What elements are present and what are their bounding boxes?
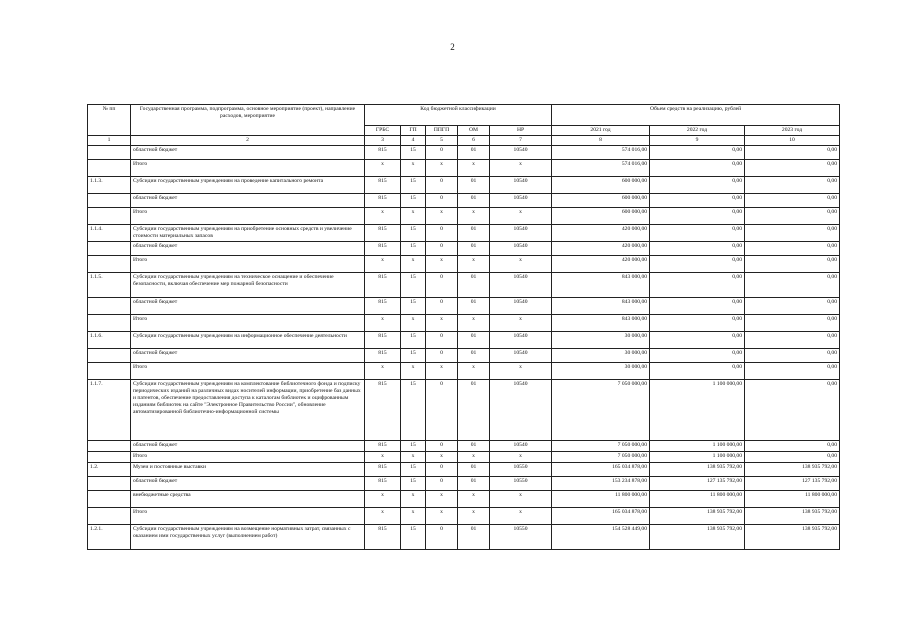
amount-2022: 127 135 792,00 bbox=[650, 476, 745, 490]
code-grbs: 815 bbox=[365, 331, 401, 348]
code-nr: х bbox=[490, 362, 552, 379]
code-ppgp: 0 bbox=[426, 176, 458, 193]
row-num bbox=[88, 314, 131, 331]
amount-2022: 0,00 bbox=[650, 207, 745, 224]
code-gp: 15 bbox=[401, 440, 426, 451]
code-om: 01 bbox=[458, 440, 490, 451]
code-nr: 10540 bbox=[490, 224, 552, 241]
code-om: 01 bbox=[458, 379, 490, 440]
row-name: Субсидии государственным учреждениям на техническое оснащение и обеспечение безопасности, включая обеспечение мер пожарной безопасности bbox=[131, 272, 365, 297]
amount-2021: 154 528 449,00 bbox=[552, 524, 650, 549]
code-ppgp: 0 bbox=[426, 224, 458, 241]
row-num: 1.1.4. bbox=[88, 224, 131, 241]
code-grbs: 815 bbox=[365, 348, 401, 362]
code-ppgp: 0 bbox=[426, 524, 458, 549]
code-ppgp: 0 bbox=[426, 440, 458, 451]
code-grbs: х bbox=[365, 451, 401, 462]
code-ppgp: х bbox=[426, 207, 458, 224]
amount-2023: 0,00 bbox=[745, 255, 840, 272]
header-amount-group: Объем средств на реализацию, рублей bbox=[552, 105, 840, 126]
header-code-gp: ГП bbox=[401, 126, 426, 136]
col-number: 2 bbox=[131, 135, 365, 145]
code-om: 01 bbox=[458, 297, 490, 314]
amount-2023: 0,00 bbox=[745, 272, 840, 297]
amount-2022: 0,00 bbox=[650, 241, 745, 255]
header-code-group: Код бюджетной классификации bbox=[365, 105, 552, 126]
code-ppgp: х bbox=[426, 490, 458, 507]
amount-2023: 0,00 bbox=[745, 331, 840, 348]
code-gp: 15 bbox=[401, 297, 426, 314]
code-gp: 15 bbox=[401, 145, 426, 159]
code-grbs: х bbox=[365, 507, 401, 524]
code-ppgp: х bbox=[426, 255, 458, 272]
row-num bbox=[88, 193, 131, 207]
amount-2022: 138 935 792,00 bbox=[650, 507, 745, 524]
amount-2021: 600 000,00 bbox=[552, 193, 650, 207]
amount-2022: 0,00 bbox=[650, 145, 745, 159]
page-number: 2 bbox=[450, 42, 455, 52]
table-row bbox=[88, 297, 840, 314]
row-name: Итого bbox=[131, 207, 365, 224]
amount-2023: 0,00 bbox=[745, 193, 840, 207]
table-row bbox=[88, 451, 840, 462]
row-name: Субсидии государственным учреждениям на информационное обеспечение деятельности bbox=[131, 331, 365, 348]
amount-2022: 0,00 bbox=[650, 255, 745, 272]
code-grbs: х bbox=[365, 314, 401, 331]
code-gp: 15 bbox=[401, 224, 426, 241]
code-nr: 10540 bbox=[490, 331, 552, 348]
code-nr: х bbox=[490, 207, 552, 224]
code-nr: х bbox=[490, 451, 552, 462]
code-grbs: 815 bbox=[365, 176, 401, 193]
code-grbs: 815 bbox=[365, 145, 401, 159]
amount-2021: 30 000,00 bbox=[552, 331, 650, 348]
header-code-om: ОМ bbox=[458, 126, 490, 136]
row-name: Субсидии государственным учреждениям на возмещение нормативных затрат, связанных с оказанием ими государственных услуг (выполнением работ) bbox=[131, 524, 365, 549]
amount-2022: 0,00 bbox=[650, 331, 745, 348]
amount-2023: 11 800 000,00 bbox=[745, 490, 840, 507]
code-ppgp: 0 bbox=[426, 297, 458, 314]
code-nr: 10540 bbox=[490, 241, 552, 255]
table-row bbox=[88, 255, 840, 272]
table-row bbox=[88, 524, 840, 549]
table-row bbox=[88, 462, 840, 476]
amount-2022: 138 935 792,00 bbox=[650, 462, 745, 476]
code-om: 01 bbox=[458, 476, 490, 490]
amount-2021: 600 000,00 bbox=[552, 207, 650, 224]
row-num bbox=[88, 207, 131, 224]
code-om: 01 bbox=[458, 145, 490, 159]
code-ppgp: 0 bbox=[426, 331, 458, 348]
table-row bbox=[88, 193, 840, 207]
amount-2021: 420 000,00 bbox=[552, 241, 650, 255]
code-om: 01 bbox=[458, 176, 490, 193]
code-grbs: 815 bbox=[365, 379, 401, 440]
row-num: 1.1.6. bbox=[88, 331, 131, 348]
table-row bbox=[88, 348, 840, 362]
row-name: Итого bbox=[131, 507, 365, 524]
amount-2021: 11 800 000,00 bbox=[552, 490, 650, 507]
header-year-2022: 2022 год bbox=[650, 126, 745, 136]
table-row bbox=[88, 241, 840, 255]
amount-2022: 0,00 bbox=[650, 348, 745, 362]
table-row bbox=[88, 145, 840, 159]
amount-2022: 0,00 bbox=[650, 176, 745, 193]
code-nr: 10550 bbox=[490, 524, 552, 549]
table-row bbox=[88, 331, 840, 348]
col-number: 5 bbox=[426, 135, 458, 145]
row-num bbox=[88, 297, 131, 314]
code-grbs: 815 bbox=[365, 193, 401, 207]
row-name: Итого bbox=[131, 255, 365, 272]
row-name: Субсидии государственным учреждениям на комплектование библиотечного фонда и подписку периодических изданий на различных видах носителей информации, приобретение баз данных и патентов, обеспечение предоставления доступа к каталогам библиотек и оцифрованным изданиям библиотек на сайте "Электронное Правительство России", обновление автоматизированной библиотечно-информационной системы bbox=[131, 379, 365, 440]
row-num bbox=[88, 159, 131, 176]
code-grbs: 815 bbox=[365, 297, 401, 314]
code-om: 01 bbox=[458, 331, 490, 348]
amount-2022: 0,00 bbox=[650, 362, 745, 379]
code-nr: 10540 bbox=[490, 145, 552, 159]
amount-2023: 0,00 bbox=[745, 451, 840, 462]
amount-2023: 0,00 bbox=[745, 176, 840, 193]
amount-2023: 0,00 bbox=[745, 348, 840, 362]
code-om: х bbox=[458, 490, 490, 507]
code-gp: 15 bbox=[401, 348, 426, 362]
row-num bbox=[88, 241, 131, 255]
row-num bbox=[88, 145, 131, 159]
row-name: внебюджетные средства bbox=[131, 490, 365, 507]
code-ppgp: 0 bbox=[426, 241, 458, 255]
code-gp: х bbox=[401, 451, 426, 462]
row-name: областной бюджет bbox=[131, 241, 365, 255]
code-grbs: х bbox=[365, 490, 401, 507]
row-name: областной бюджет bbox=[131, 440, 365, 451]
amount-2023: 0,00 bbox=[745, 362, 840, 379]
code-nr: 10540 bbox=[490, 348, 552, 362]
code-om: 01 bbox=[458, 462, 490, 476]
row-num bbox=[88, 362, 131, 379]
row-name: областной бюджет bbox=[131, 348, 365, 362]
amount-2021: 165 034 878,00 bbox=[552, 462, 650, 476]
row-name: областной бюджет bbox=[131, 145, 365, 159]
code-gp: 15 bbox=[401, 524, 426, 549]
row-name: областной бюджет bbox=[131, 193, 365, 207]
code-ppgp: 0 bbox=[426, 379, 458, 440]
code-ppgp: 0 bbox=[426, 476, 458, 490]
amount-2021: 843 000,00 bbox=[552, 272, 650, 297]
code-gp: х bbox=[401, 255, 426, 272]
row-num bbox=[88, 507, 131, 524]
code-nr: 10550 bbox=[490, 476, 552, 490]
amount-2022: 0,00 bbox=[650, 272, 745, 297]
row-num: 1.2.1. bbox=[88, 524, 131, 549]
code-om: х bbox=[458, 362, 490, 379]
code-gp: 15 bbox=[401, 379, 426, 440]
code-gp: 15 bbox=[401, 176, 426, 193]
code-nr: х bbox=[490, 314, 552, 331]
code-nr: 10540 bbox=[490, 272, 552, 297]
amount-2023: 138 935 792,00 bbox=[745, 507, 840, 524]
amount-2022: 11 800 000,00 bbox=[650, 490, 745, 507]
col-number: 1 bbox=[88, 135, 131, 145]
column-number-row bbox=[88, 135, 840, 145]
row-name: областной бюджет bbox=[131, 297, 365, 314]
code-gp: х bbox=[401, 159, 426, 176]
code-om: 01 bbox=[458, 524, 490, 549]
code-nr: 10540 bbox=[490, 193, 552, 207]
amount-2021: 165 034 878,00 bbox=[552, 507, 650, 524]
code-om: х bbox=[458, 451, 490, 462]
code-gp: 15 bbox=[401, 272, 426, 297]
code-grbs: 815 bbox=[365, 440, 401, 451]
row-name: Субсидии государственным учреждениям на приобретение основных средств и увеличение стоимости материальных запасов bbox=[131, 224, 365, 241]
code-gp: 15 bbox=[401, 193, 426, 207]
amount-2021: 843 000,00 bbox=[552, 314, 650, 331]
code-gp: х bbox=[401, 362, 426, 379]
code-grbs: 815 bbox=[365, 241, 401, 255]
code-grbs: х bbox=[365, 159, 401, 176]
amount-2021: 420 000,00 bbox=[552, 224, 650, 241]
row-name: Итого bbox=[131, 159, 365, 176]
table-row bbox=[88, 176, 840, 193]
table-row bbox=[88, 314, 840, 331]
code-nr: 10550 bbox=[490, 462, 552, 476]
amount-2021: 7 050 000,00 bbox=[552, 379, 650, 440]
amount-2021: 600 000,00 bbox=[552, 176, 650, 193]
table-row bbox=[88, 490, 840, 507]
table-row bbox=[88, 224, 840, 241]
header-code-nr: НР bbox=[490, 126, 552, 136]
code-om: х bbox=[458, 159, 490, 176]
row-num bbox=[88, 451, 131, 462]
amount-2022: 0,00 bbox=[650, 314, 745, 331]
amount-2023: 0,00 bbox=[745, 159, 840, 176]
amount-2021: 30 000,00 bbox=[552, 362, 650, 379]
amount-2022: 138 935 792,00 bbox=[650, 524, 745, 549]
code-grbs: 815 bbox=[365, 224, 401, 241]
col-number: 7 bbox=[490, 135, 552, 145]
code-om: 01 bbox=[458, 224, 490, 241]
code-grbs: 815 bbox=[365, 462, 401, 476]
amount-2021: 420 000,00 bbox=[552, 255, 650, 272]
col-number: 4 bbox=[401, 135, 426, 145]
code-grbs: х bbox=[365, 207, 401, 224]
code-gp: х bbox=[401, 507, 426, 524]
code-grbs: 815 bbox=[365, 272, 401, 297]
amount-2021: 153 234 878,00 bbox=[552, 476, 650, 490]
amount-2021: 7 050 000,00 bbox=[552, 440, 650, 451]
header-year-2023: 2023 год bbox=[745, 126, 840, 136]
amount-2022: 0,00 bbox=[650, 193, 745, 207]
code-ppgp: х bbox=[426, 362, 458, 379]
code-om: 01 bbox=[458, 241, 490, 255]
code-ppgp: х bbox=[426, 314, 458, 331]
amount-2021: 574 016,00 bbox=[552, 159, 650, 176]
code-ppgp: 0 bbox=[426, 272, 458, 297]
row-num: 1.1.3. bbox=[88, 176, 131, 193]
col-number: 6 bbox=[458, 135, 490, 145]
code-ppgp: 0 bbox=[426, 145, 458, 159]
code-grbs: х bbox=[365, 255, 401, 272]
amount-2022: 0,00 bbox=[650, 224, 745, 241]
header-code-ppgp: ППГП bbox=[426, 126, 458, 136]
code-gp: х bbox=[401, 314, 426, 331]
code-ppgp: х bbox=[426, 159, 458, 176]
header-num: № пп bbox=[88, 105, 131, 136]
row-name: Субсидии государственным учреждениям на проведение капитального ремонта bbox=[131, 176, 365, 193]
col-number: 10 bbox=[745, 135, 840, 145]
amount-2021: 30 000,00 bbox=[552, 348, 650, 362]
code-om: х bbox=[458, 207, 490, 224]
table-row bbox=[88, 440, 840, 451]
row-num: 1.1.5. bbox=[88, 272, 131, 297]
amount-2023: 138 935 792,00 bbox=[745, 524, 840, 549]
code-ppgp: 0 bbox=[426, 193, 458, 207]
amount-2022: 0,00 bbox=[650, 297, 745, 314]
header-name: Государственная программа, подпрограмма, основное мероприятие (проект), направление расходов, мероприятие bbox=[131, 105, 365, 136]
amount-2023: 0,00 bbox=[745, 379, 840, 440]
code-gp: 15 bbox=[401, 476, 426, 490]
code-om: х bbox=[458, 507, 490, 524]
code-nr: 10540 bbox=[490, 379, 552, 440]
amount-2023: 0,00 bbox=[745, 145, 840, 159]
amount-2021: 7 050 000,00 bbox=[552, 451, 650, 462]
code-nr: х bbox=[490, 255, 552, 272]
amount-2023: 0,00 bbox=[745, 314, 840, 331]
amount-2023: 127 135 792,00 bbox=[745, 476, 840, 490]
code-nr: х bbox=[490, 159, 552, 176]
row-num bbox=[88, 255, 131, 272]
code-gp: х bbox=[401, 207, 426, 224]
amount-2022: 1 100 000,00 bbox=[650, 440, 745, 451]
amount-2021: 843 000,00 bbox=[552, 297, 650, 314]
table-row bbox=[88, 207, 840, 224]
row-name: Итого bbox=[131, 451, 365, 462]
code-om: 01 bbox=[458, 272, 490, 297]
amount-2022: 1 100 000,00 bbox=[650, 379, 745, 440]
row-num bbox=[88, 476, 131, 490]
header-code-grbs: ГРБС bbox=[365, 126, 401, 136]
amount-2023: 0,00 bbox=[745, 207, 840, 224]
amount-2023: 138 935 792,00 bbox=[745, 462, 840, 476]
code-om: 01 bbox=[458, 348, 490, 362]
code-grbs: 815 bbox=[365, 476, 401, 490]
amount-2023: 0,00 bbox=[745, 241, 840, 255]
amount-2022: 1 100 000,00 bbox=[650, 451, 745, 462]
row-num bbox=[88, 440, 131, 451]
code-om: 01 bbox=[458, 193, 490, 207]
code-ppgp: 0 bbox=[426, 348, 458, 362]
table-row bbox=[88, 379, 840, 440]
row-name: Итого bbox=[131, 314, 365, 331]
amount-2021: 574 016,00 bbox=[552, 145, 650, 159]
code-ppgp: х bbox=[426, 451, 458, 462]
code-nr: х bbox=[490, 490, 552, 507]
table-row bbox=[88, 362, 840, 379]
code-gp: 15 bbox=[401, 241, 426, 255]
code-nr: х bbox=[490, 507, 552, 524]
row-num bbox=[88, 348, 131, 362]
code-nr: 10540 bbox=[490, 440, 552, 451]
budget-table bbox=[87, 104, 840, 550]
code-ppgp: 0 bbox=[426, 462, 458, 476]
table-row bbox=[88, 159, 840, 176]
amount-2023: 0,00 bbox=[745, 440, 840, 451]
col-number: 9 bbox=[650, 135, 745, 145]
code-om: х bbox=[458, 255, 490, 272]
code-gp: 15 bbox=[401, 462, 426, 476]
code-gp: 15 bbox=[401, 331, 426, 348]
col-number: 3 bbox=[365, 135, 401, 145]
code-gp: х bbox=[401, 490, 426, 507]
code-nr: 10540 bbox=[490, 297, 552, 314]
table-row bbox=[88, 272, 840, 297]
amount-2022: 0,00 bbox=[650, 159, 745, 176]
code-ppgp: х bbox=[426, 507, 458, 524]
row-name: областной бюджет bbox=[131, 476, 365, 490]
table-row bbox=[88, 476, 840, 490]
code-om: х bbox=[458, 314, 490, 331]
row-num: 1.2. bbox=[88, 462, 131, 476]
row-name: Музеи и постоянные выставки bbox=[131, 462, 365, 476]
row-num bbox=[88, 490, 131, 507]
amount-2023: 0,00 bbox=[745, 297, 840, 314]
code-grbs: 815 bbox=[365, 524, 401, 549]
col-number: 8 bbox=[552, 135, 650, 145]
row-num: 1.1.7. bbox=[88, 379, 131, 440]
amount-2023: 0,00 bbox=[745, 224, 840, 241]
header-year-2021: 2021 год bbox=[552, 126, 650, 136]
code-grbs: х bbox=[365, 362, 401, 379]
code-nr: 10540 bbox=[490, 176, 552, 193]
table-row bbox=[88, 507, 840, 524]
row-name: Итого bbox=[131, 362, 365, 379]
